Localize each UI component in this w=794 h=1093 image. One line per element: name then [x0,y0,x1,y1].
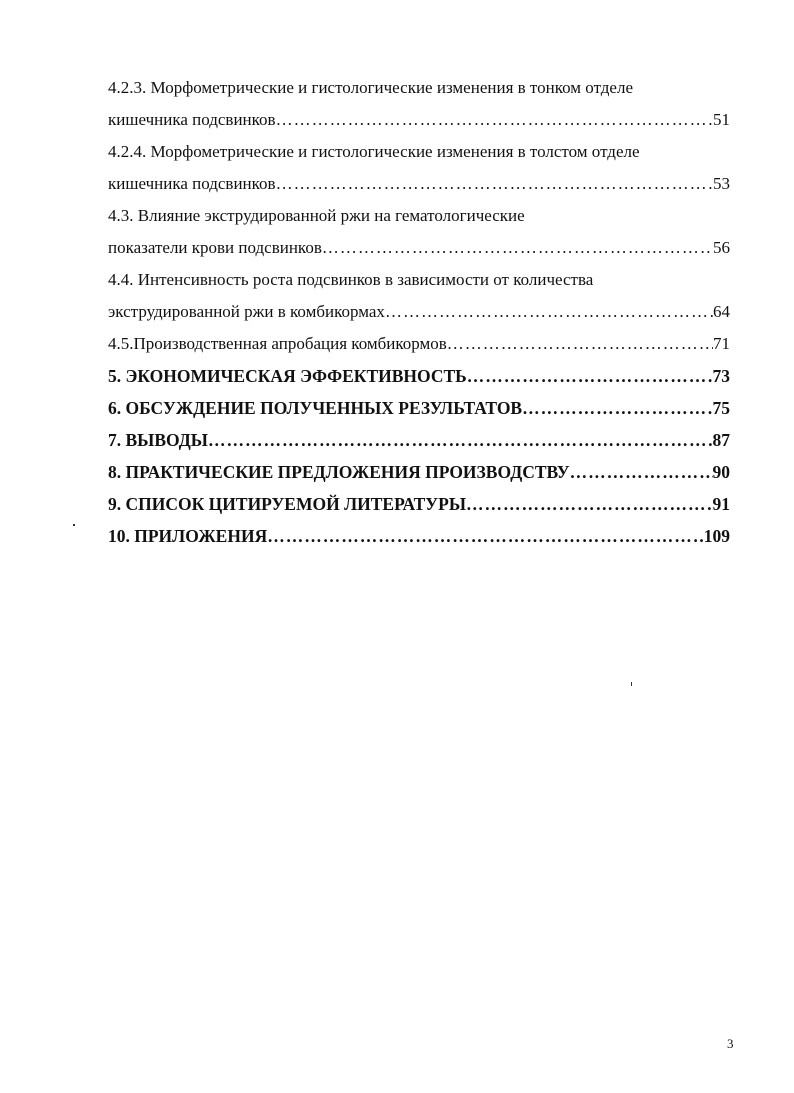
scan-speck [73,524,75,526]
toc-entry-page: 64 [713,302,730,321]
toc-entry[interactable] [108,232,730,264]
dot-leader [570,456,713,488]
toc-entry[interactable] [108,424,730,456]
toc-entry-page: 87 [712,430,730,450]
dot-leader [208,424,713,456]
toc-entry-title: 4.5.Производственная апробация комбикормов [108,334,447,353]
toc-entry[interactable] [108,168,730,200]
toc-entry-page: 51 [713,110,730,129]
dot-leader [467,360,713,392]
toc-entry-page: 73 [712,366,730,386]
toc-entry-heading-line: 4.4. Интенсивность роста подсвинков в зависимости от количества [108,270,594,289]
table-of-contents [108,72,730,552]
toc-entry-title: кишечника подсвинков [108,174,276,193]
dot-leader [276,104,713,136]
toc-entry-page: 75 [712,398,730,418]
toc-entry-title: экструдированной ржи в комбикормах [108,302,385,321]
toc-entry[interactable] [108,296,730,328]
toc-entry-page: 56 [713,238,730,257]
toc-entry-page: 90 [712,462,730,482]
toc-entry[interactable] [108,328,730,360]
toc-entry-title: показатели крови подсвинков [108,238,322,257]
toc-entry-page: 53 [713,174,730,193]
toc-entry-title: 10. ПРИЛОЖЕНИЯ [108,526,268,546]
toc-entry-page: 91 [712,494,730,514]
toc-entry[interactable] [108,488,730,520]
dot-leader [322,232,713,264]
page-number: 3 [727,1036,734,1051]
dot-leader [276,168,713,200]
toc-entry[interactable] [108,456,730,488]
toc-entry-title: 9. СПИСОК ЦИТИРУЕМОЙ ЛИТЕРАТУРЫ [108,494,467,514]
toc-entry-heading-line: 4.3. Влияние экструдированной ржи на гематологические [108,206,525,225]
toc-entry-page: 109 [703,526,730,546]
dot-leader [447,328,713,360]
scan-speck [631,682,632,686]
toc-entry-title: 8. ПРАКТИЧЕСКИЕ ПРЕДЛОЖЕНИЯ ПРОИЗВОДСТВУ [108,462,570,482]
toc-entry-title: 6. ОБСУЖДЕНИЕ ПОЛУЧЕННЫХ РЕЗУЛЬТАТОВ [108,398,523,418]
toc-entry-heading-line: 4.2.4. Морфометрические и гистологические изменения в толстом отделе [108,142,640,161]
toc-entry-title: 5. ЭКОНОМИЧЕСКАЯ ЭФФЕКТИВНОСТЬ [108,366,467,386]
toc-entry-title: 7. ВЫВОДЫ [108,430,208,450]
toc-entry-page: 71 [713,334,730,353]
toc-entry[interactable] [108,520,730,552]
dot-leader [267,520,704,552]
toc-entry[interactable] [108,392,730,424]
dot-leader [522,392,712,424]
toc-entry-heading-line: 4.2.3. Морфометрические и гистологические изменения в тонком отделе [108,78,633,97]
dot-leader [385,296,713,328]
toc-entry[interactable] [108,360,730,392]
toc-entry-title: кишечника подсвинков [108,110,276,129]
dot-leader [466,488,712,520]
toc-entry[interactable] [108,104,730,136]
